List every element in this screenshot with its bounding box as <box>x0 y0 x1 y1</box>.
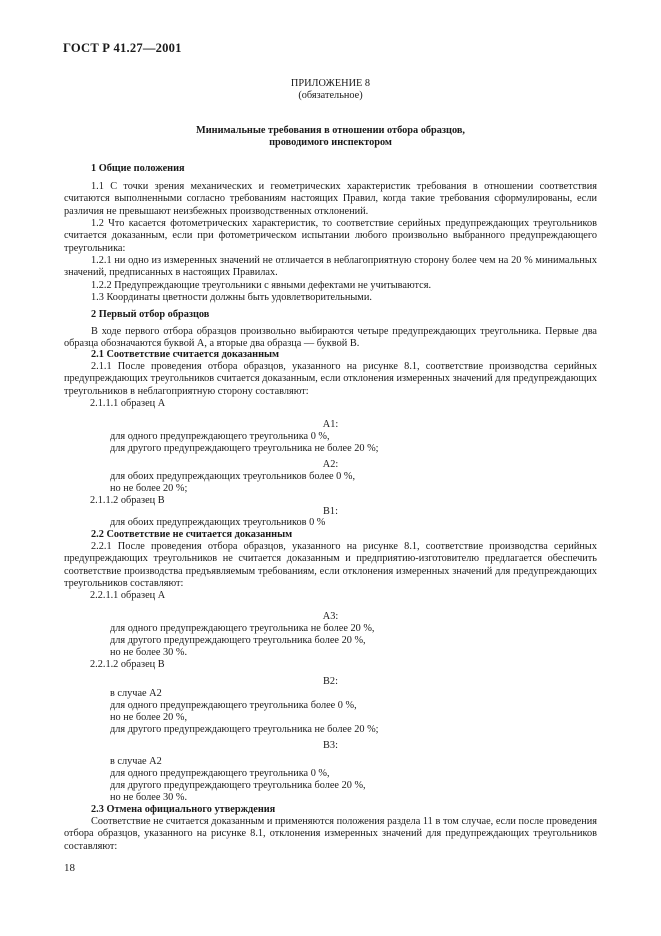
paragraph-2-2-1: 2.2.1 После проведения отбора образцов, указанного на рисунке 8.1, соответствие производства серийных предупреждающих треугольников не считается доказанным и предприятию-изготовителю предлагается обеспечить соответствие производства предъявляемым требованиям, если отклонения измеренных значений для предупреждающих треугольников составляют: <box>64 541 597 590</box>
paragraph-1-2-1: 1.2.1 ни одно из измеренных значений не отличается в неблагоприятную сторону более чем на 20 % минимальных значений, предписанных в настоящих Правилах. <box>64 255 597 279</box>
case-a2-label: А2: <box>322 459 339 470</box>
case-b3-line3: для другого предупреждающего треугольника более 20 %, <box>110 780 366 791</box>
case-a3-label: А3: <box>322 611 339 622</box>
paragraph-2-1-1: 2.1.1 После проведения отбора образцов, указанного на рисунке 8.1, соответствие производства серийных предупреждающих треугольников считается доказанным, если отклонения измеренных значений для предупреждающих треугольников в неблагоприятную сторону составляют: <box>64 361 597 397</box>
case-b2-line2: для одного предупреждающего треугольника более 0 %, <box>110 700 357 711</box>
case-a3-line1: для одного предупреждающего треугольника не более 20 %, <box>110 623 375 634</box>
paragraph-2-1-1-1: 2.1.1.1 образец А <box>90 398 166 409</box>
case-b2-label: В2: <box>323 676 338 687</box>
subsection-2-1-title: 2.1 Соответствие считается доказанным <box>91 349 280 360</box>
paragraph-1-2-2: 1.2.2 Предупреждающие треугольники с явными дефектами не учитываются. <box>91 280 432 291</box>
paragraph-1-2: 1.2 Что касается фотометрических характеристик, то соответствие серийных предупреждающих треугольников считается доказанным, если при фотометрическом испытании любого произвольно выбранного предупреждающего треугольника: <box>64 218 597 254</box>
case-a3-line2: для другого предупреждающего треугольника более 20 %, <box>110 635 366 646</box>
appendix-title: ПРИЛОЖЕНИЕ 8 <box>290 78 371 89</box>
case-b3-line2: для одного предупреждающего треугольника 0 %, <box>110 768 330 779</box>
document-code: ГОСТ Р 41.27—2001 <box>63 41 182 55</box>
page-number: 18 <box>64 862 75 874</box>
case-b3-line4: но не более 30 %. <box>110 792 188 803</box>
paragraph-2-2-1-2: 2.2.1.2 образец В <box>90 659 165 670</box>
case-a1-label: А1: <box>322 419 339 430</box>
subsection-2-2-title: 2.2 Соответствие не считается доказанным <box>91 529 293 540</box>
case-a3-line3: но не более 30 %. <box>110 647 188 658</box>
appendix-subtitle: (обязательное) <box>298 90 363 101</box>
case-a2-line1: для обоих предупреждающих треугольников более 0 %, <box>110 471 356 482</box>
main-heading-line1: Минимальные требования в отношении отбора образцов, <box>195 125 466 136</box>
paragraph-2-3: Соответствие не считается доказанным и применяются положения раздела 11 в том случае, если после проведения отбора образцов, указанного на рисунке 8.1, отклонения измеренных значений для предупреждающих треугольников составляют: <box>64 816 597 852</box>
subsection-2-3-title: 2.3 Отмена официального утверждения <box>91 804 276 815</box>
paragraph-2-2-1-1: 2.2.1.1 образец А <box>90 590 166 601</box>
paragraph-2-intro: В ходе первого отбора образцов произвольно выбираются четыре предупреждающих треугольника. Первые два образца обозначаются буквой А, а вторые два образца — буквой В. <box>64 326 597 350</box>
case-a1-line2: для другого предупреждающего треугольника не более 20 %; <box>110 443 379 454</box>
paragraph-2-1-1-2: 2.1.1.2 образец В <box>90 495 165 506</box>
case-b1-line1: для обоих предупреждающих треугольников 0 % <box>110 517 326 528</box>
case-a2-line2: но не более 20 %; <box>110 483 188 494</box>
section-1-title: 1 Общие положения <box>91 163 185 174</box>
case-a1-line1: для одного предупреждающего треугольника 0 %, <box>110 431 330 442</box>
main-heading-line2: проводимого инспектором <box>269 137 392 148</box>
case-b3-label: В3: <box>323 740 338 751</box>
case-b1-label: В1: <box>323 506 338 517</box>
section-2-title: 2 Первый отбор образцов <box>91 309 210 320</box>
case-b3-line1: в случае А2 <box>110 756 162 767</box>
paragraph-1-3: 1.3 Координаты цветности должны быть удовлетворительными. <box>91 292 372 303</box>
case-b2-line1: в случае А2 <box>110 688 162 699</box>
case-b2-line4: для другого предупреждающего треугольника не более 20 %; <box>110 724 379 735</box>
case-b2-line3: но не более 20 %, <box>110 712 188 723</box>
paragraph-1-1: 1.1 С точки зрения механических и геометрических характеристик требования в отношении соответствия считаются выполненными согласно требованиям настоящих Правил, когда такие требования сформулированы, если различия не превышают неизбежных производственных отклонений. <box>64 181 597 217</box>
